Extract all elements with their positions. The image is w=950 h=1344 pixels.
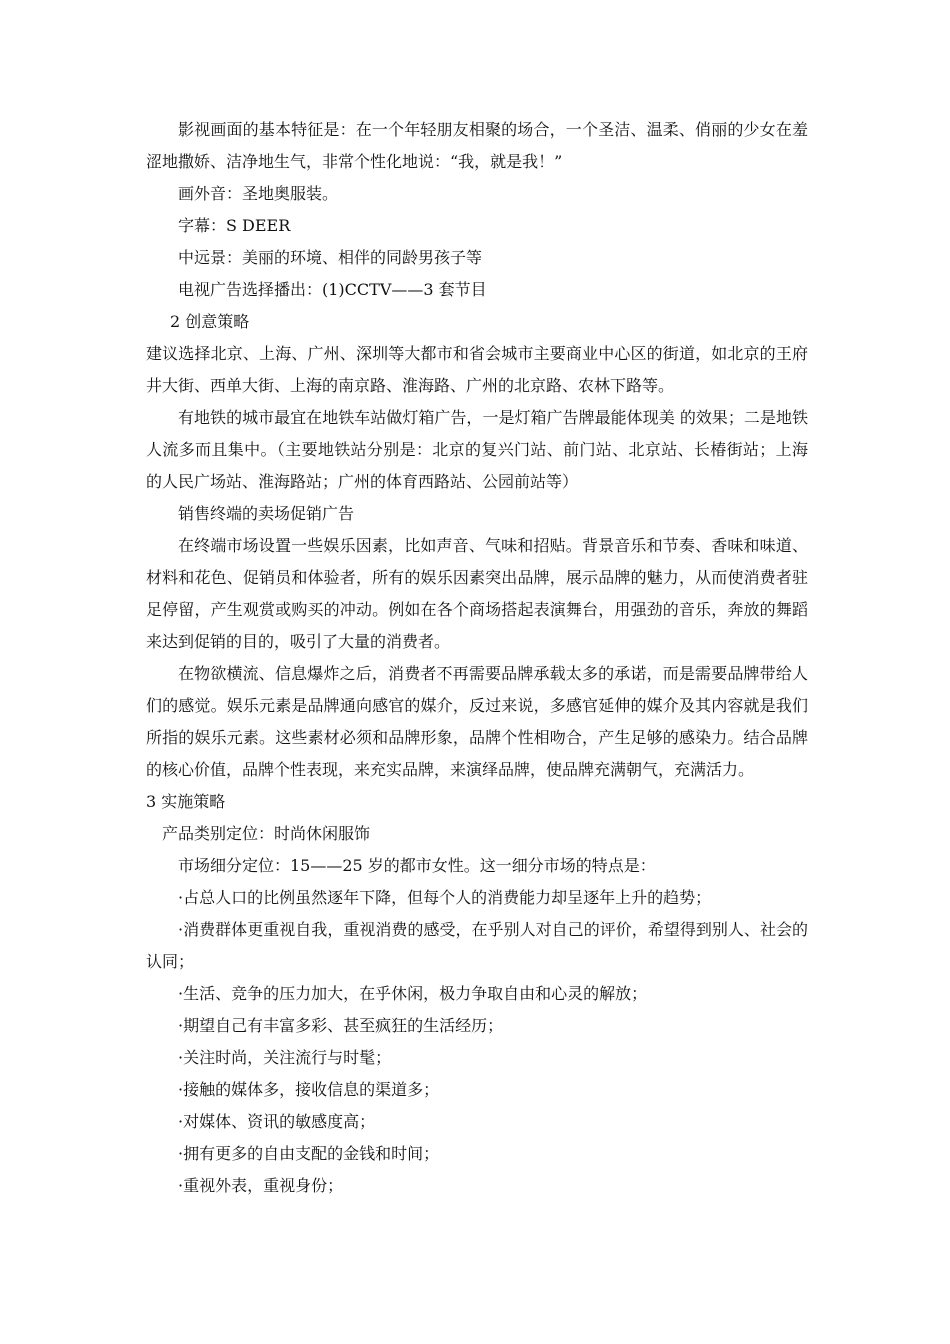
paragraph-street-selection: 建议选择北京、上海、广州、深圳等大都市和省会城市主要商业中心区的街道，如北京的王府井大街、西单大街、上海的南京路、淮海路、广州的北京路、农林下路等。 [146, 344, 808, 395]
paragraph-market-segment: 市场细分定位：15——25 岁的都市女性。这一细分市场的特点是： [178, 856, 656, 875]
section-heading-creative-strategy: 2 创意策略 [170, 312, 250, 331]
paragraph-pos-ads-title: 销售终端的卖场促销广告 [178, 504, 355, 523]
list-item: ·接触的媒体多，接收信息的渠道多； [178, 1080, 440, 1099]
paragraph-scene: 中远景：美丽的环境、相伴的同龄男孩子等 [178, 248, 483, 267]
list-item: ·消费群体更重视自我，重视消费的感受，在乎别人对自己的评价，希望得到别人、社会的认同； [146, 920, 808, 971]
list-item: ·期望自己有丰富多彩、甚至疯狂的生活经历； [178, 1016, 504, 1035]
paragraph-caption: 字幕：S DEER [178, 216, 291, 235]
paragraph-tv-broadcast: 电视广告选择播出：(1)CCTV——3 套节目 [178, 280, 487, 299]
paragraph-entertainment-elements: 在物欲横流、信息爆炸之后，消费者不再需要品牌承载太多的承诺，而是需要品牌带给人们的感觉。娱乐元素是品牌通向感官的媒介，反过来说，多感官延伸的媒介及其内容就是我们所指的娱乐元素。这些素材必须和品牌形象，品牌个性相吻合，产生足够的感染力。结合品牌的核心价值，品牌个性表现，来充实品牌，来演绎品牌，使品牌充满朝气，充满活力。 [146, 664, 808, 779]
list-item: ·拥有更多的自由支配的金钱和时间； [178, 1144, 440, 1163]
list-item: ·关注时尚，关注流行与时髦； [178, 1048, 392, 1067]
paragraph-subway-ads: 有地铁的城市最宜在地铁车站做灯箱广告，一是灯箱广告牌最能体现美 的效果；二是地铁人流多而且集中。（主要地铁站分别是：北京的复兴门站、前门站、北京站、长椿街站；上海的人民广场站、淮海路站；广州的体育西路站、公园前站等） [146, 408, 808, 491]
paragraph-product-positioning: 产品类别定位：时尚休闲服饰 [162, 824, 371, 843]
list-item: ·重视外表，重视身份； [178, 1176, 344, 1195]
paragraph-visual-features: 影视画面的基本特征是：在一个年轻朋友相聚的场合，一个圣洁、温柔、俏丽的少女在羞涩地撒娇、洁净地生气，非常个性化地说：“我，就是我！” [146, 120, 808, 171]
section-heading-implementation: 3 实施策略 [146, 792, 226, 811]
paragraph-terminal-market: 在终端市场设置一些娱乐因素，比如声音、气味和招贴。背景音乐和节奏、香味和味道、材料和花色、促销员和体验者，所有的娱乐因素突出品牌，展示品牌的魅力，从而使消费者驻足停留，产生观赏或购买的冲动。例如在各个商场搭起表演舞台，用强劲的音乐，奔放的舞蹈来达到促销的目的，吸引了大量的消费者。 [146, 536, 808, 651]
list-item: ·对媒体、资讯的敏感度高； [178, 1112, 376, 1131]
paragraph-voiceover: 画外音：圣地奥服装。 [178, 184, 339, 203]
list-item: ·占总人口的比例虽然逐年下降，但每个人的消费能力却呈逐年上升的趋势； [178, 888, 712, 907]
list-item: ·生活、竞争的压力加大，在乎休闲，极力争取自由和心灵的解放； [178, 984, 648, 1003]
